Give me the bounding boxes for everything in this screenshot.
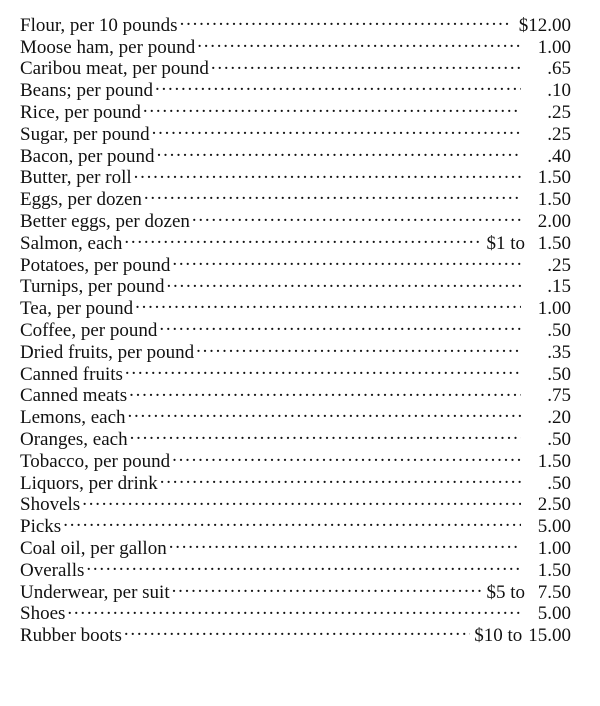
item-price: .25 bbox=[547, 254, 571, 276]
item-price: .15 bbox=[547, 276, 571, 298]
item-label: Caribou meat, per pound bbox=[20, 58, 209, 80]
item-price: 5.00 bbox=[537, 516, 571, 538]
price-row bbox=[20, 598, 571, 625]
item-label: Flour, per 10 pounds bbox=[20, 14, 178, 36]
item-label: Rubber boots bbox=[20, 625, 122, 647]
item-price: 1.00 bbox=[537, 36, 571, 58]
item-price: 1.00 bbox=[537, 537, 571, 559]
item-label: Shovels bbox=[20, 494, 81, 516]
item-label: Canned meats bbox=[20, 385, 128, 407]
item-price: 1.50 bbox=[537, 189, 571, 211]
price-range-start: $1 to bbox=[486, 232, 525, 254]
item-price: .25 bbox=[547, 101, 571, 123]
item-price: .50 bbox=[547, 472, 571, 494]
item-price: .75 bbox=[547, 385, 571, 407]
price-row bbox=[20, 510, 571, 538]
item-label: Eggs, per dozen bbox=[20, 189, 142, 211]
item-price: 15.00 bbox=[528, 625, 571, 647]
item-label: Liquors, per drink bbox=[20, 472, 158, 494]
item-label: Picks bbox=[20, 516, 62, 538]
item-label: Sugar, per pound bbox=[20, 123, 150, 145]
item-label: Rice, per pound bbox=[20, 101, 141, 123]
item-label: Better eggs, per dozen bbox=[20, 210, 190, 232]
item-price: .35 bbox=[547, 341, 571, 363]
price-row bbox=[20, 532, 571, 559]
item-label: Canned fruits bbox=[20, 363, 123, 385]
item-price: .10 bbox=[547, 80, 571, 102]
item-label: Lemons, each bbox=[20, 407, 126, 429]
item-label: Bacon, per pound bbox=[20, 145, 155, 167]
item-price: 7.50 bbox=[537, 581, 571, 603]
item-price: $12.00 bbox=[518, 14, 571, 36]
item-price: .50 bbox=[547, 319, 571, 341]
item-price: 2.50 bbox=[537, 494, 571, 516]
price-row bbox=[20, 9, 571, 36]
price-row bbox=[20, 619, 571, 647]
item-price: .25 bbox=[547, 123, 571, 145]
item-price: 1.50 bbox=[537, 559, 571, 581]
price-row bbox=[20, 576, 571, 603]
price-row bbox=[20, 489, 571, 516]
item-label: Turnips, per pound bbox=[20, 276, 165, 298]
price-range-start: $10 to bbox=[474, 625, 523, 647]
item-label: Shoes bbox=[20, 603, 66, 625]
price-range-start: $5 to bbox=[486, 581, 525, 603]
item-label: Potatoes, per pound bbox=[20, 254, 171, 276]
item-price: 5.00 bbox=[537, 603, 571, 625]
item-price: 1.00 bbox=[537, 298, 571, 320]
item-label: Moose ham, per pound bbox=[20, 36, 196, 58]
item-price: .20 bbox=[547, 407, 571, 429]
item-price: .65 bbox=[547, 58, 571, 80]
item-label: Butter, per roll bbox=[20, 167, 132, 189]
item-label: Coal oil, per gallon bbox=[20, 537, 167, 559]
item-label: Underwear, per suit bbox=[20, 581, 170, 603]
item-label: Oranges, each bbox=[20, 428, 128, 450]
price-row bbox=[20, 554, 571, 581]
item-price: 1.50 bbox=[537, 450, 571, 472]
price-list bbox=[20, 9, 571, 647]
item-label: Tobacco, per pound bbox=[20, 450, 171, 472]
item-label: Dried fruits, per pound bbox=[20, 341, 195, 363]
item-price: .40 bbox=[547, 145, 571, 167]
item-label: Overalls bbox=[20, 559, 85, 581]
item-price: 1.50 bbox=[537, 232, 571, 254]
item-label: Tea, per pound bbox=[20, 298, 134, 320]
item-price: 1.50 bbox=[537, 167, 571, 189]
item-price: .50 bbox=[547, 363, 571, 385]
item-label: Beans; per pound bbox=[20, 80, 153, 102]
item-label: Coffee, per pound bbox=[20, 319, 158, 341]
item-price: .50 bbox=[547, 428, 571, 450]
item-price: 2.00 bbox=[537, 210, 571, 232]
item-label: Salmon, each bbox=[20, 232, 123, 254]
